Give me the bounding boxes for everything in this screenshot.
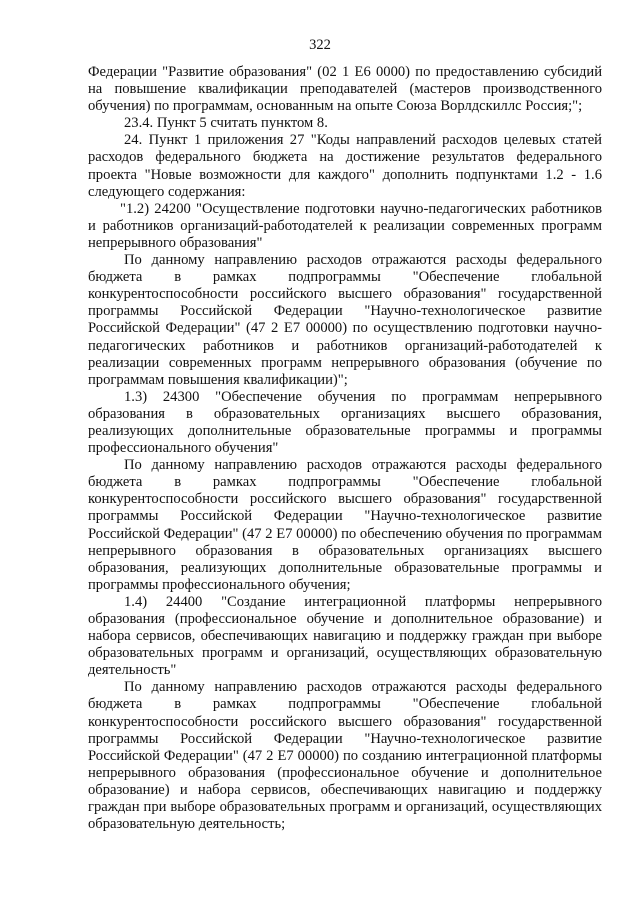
paragraph-description-1-4: По данному направлению расходов отражаются расходы федерального бюджета в рамках подпрограммы "Обеспечение глобальной конкурентоспособности российского высшего образования" государственной программы Российской Федерации "Научно-технологическое развитие Российской Федерации" (47 2 Е7 00000) по созданию интеграционной платформы непрерывного образования (профессиональное обучение и дополнительное образование) и набора сервисов, обеспечивающих навигацию и поддержку граждан при выборе образовательных программ и организаций, осуществляющих образовательную деятельность; xyxy=(88,679,602,833)
paragraph-subitem-1-2: "1.2) 24200 "Осуществление подготовки научно-педагогических работников и работников организаций-работодателей к реализации современных программ непрерывного образования" xyxy=(88,200,602,251)
document-body xyxy=(88,64,602,833)
paragraph-subitem-1-4: 1.4) 24400 "Создание интеграционной платформы непрерывного образования (профессиональное обучение и дополнительное образование) и набора сервисов, обеспечивающих навигацию и поддержку граждан при выборе образовательных программ и организаций, осуществляющих образовательную деятельность" xyxy=(88,593,602,679)
page-number: 322 xyxy=(309,37,331,53)
paragraph-continuation: Федерации "Развитие образования" (02 1 Е6 0000) по предоставлению субсидий на повышение квалификации преподавателей (мастеров производственного обучения) по программам, основанным на опыте Союза Ворлдскиллс Россия;"; xyxy=(88,64,602,115)
paragraph-item-23-4: 23.4. Пункт 5 считать пунктом 8. xyxy=(124,115,328,132)
paragraph-item-24: 24. Пункт 1 приложения 27 "Коды направлений расходов целевых статей расходов федерального бюджета на достижение результатов федерального проекта "Новые возможности для каждого" дополнить подпунктами 1.2 - 1.6 следующего содержания: xyxy=(88,132,602,200)
paragraph-subitem-1-3: 1.3) 24300 "Обеспечение обучения по программам непрерывного образования в образовательных организациях высшего образования, реализующих дополнительные образовательные программы и программы профессионального обучения" xyxy=(88,388,602,457)
paragraph-description-1-2: По данному направлению расходов отражаются расходы федерального бюджета в рамках подпрограммы "Обеспечение глобальной конкурентоспособности российского высшего образования" государственной программы Российской Федерации "Научно-технологическое развитие Российской Федерации" (47 2 Е7 00000) по осуществлению подготовки научно-педагогических работников и работников организаций-работодателей к реализации современных программ непрерывного образования (обучение по программам повышения квалификации)"; xyxy=(88,252,602,388)
paragraph-description-1-3: По данному направлению расходов отражаются расходы федерального бюджета в рамках подпрограммы "Обеспечение глобальной конкурентоспособности российского высшего образования" государственной программы Российской Федерации "Научно-технологическое развитие Российской Федерации" (47 2 Е7 00000) по обеспечению обучения по программам непрерывного образования в образовательных организациях высшего образования, реализующих дополнительные образовательные программы и программы профессионального обучения; xyxy=(88,457,602,593)
